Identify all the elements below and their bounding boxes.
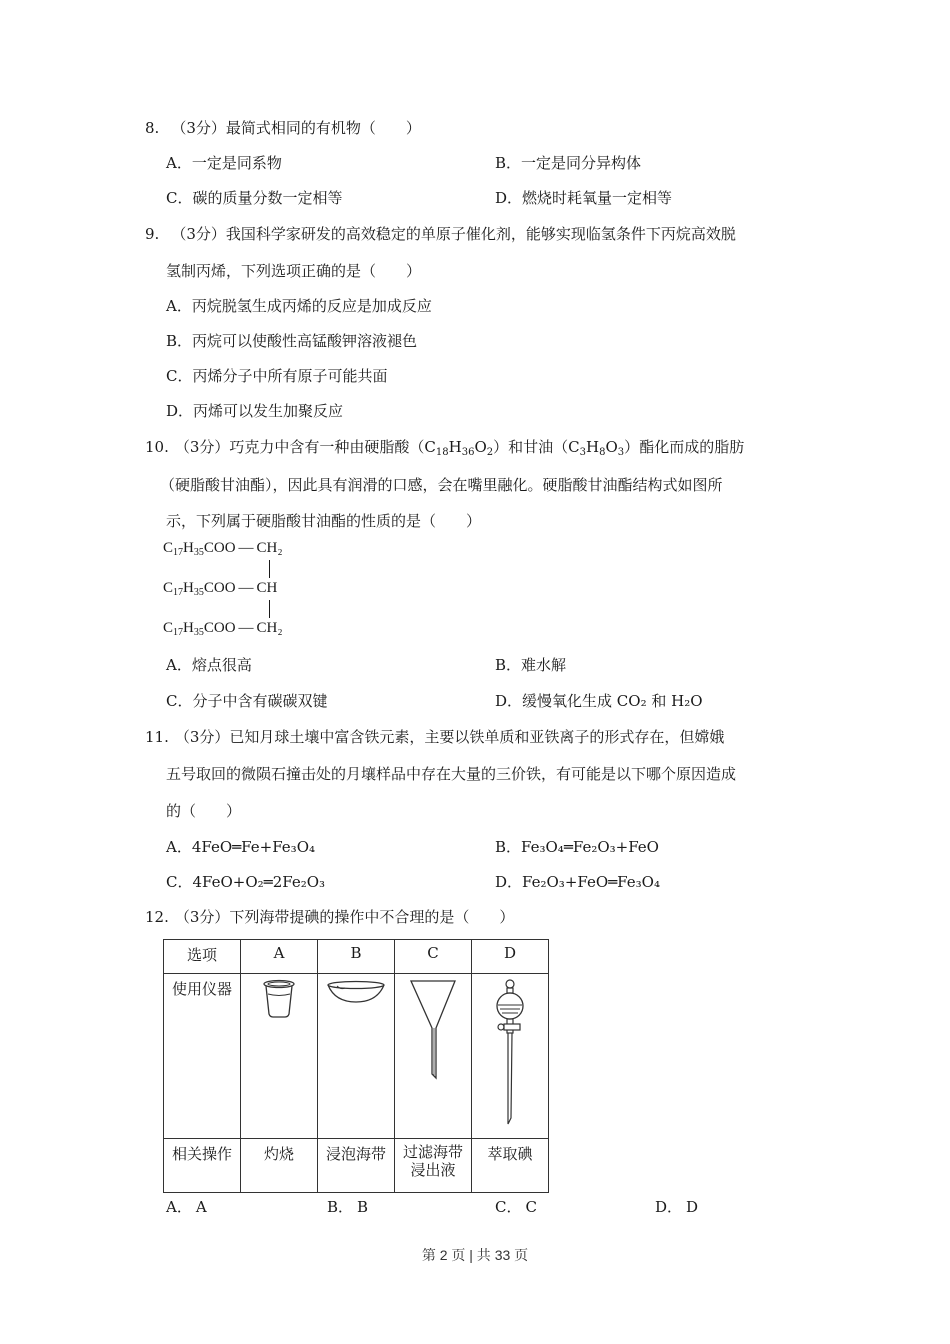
question-number: 11. <box>145 728 169 746</box>
header-cell: B <box>318 940 395 974</box>
header-cell: C <box>395 940 472 974</box>
crucible-cell <box>241 974 318 1139</box>
option-text: 4FeO+O₂═2Fe₂O₃ <box>192 873 326 891</box>
option-text: 丙烯分子中所有原子可能共面 <box>192 367 388 385</box>
operation-cell <box>395 1139 472 1193</box>
option-label: D． <box>495 692 523 710</box>
q8-option-a[interactable] <box>166 153 282 173</box>
option-text: D <box>686 1198 699 1216</box>
q10-option-b[interactable] <box>495 655 566 675</box>
q10-option-c[interactable] <box>166 691 328 711</box>
option-text: 缓慢氧化生成 CO₂ 和 H₂O <box>522 692 703 710</box>
table-header-row <box>164 940 549 974</box>
row-label: 相关操作 <box>164 1139 241 1193</box>
operation-cell: 灼烧 <box>241 1139 318 1193</box>
question-text-b: 和甘油（C <box>508 438 580 456</box>
option-label: A． <box>166 656 192 674</box>
option-text: 熔点很高 <box>191 656 252 674</box>
separatory-funnel-icon <box>492 978 528 1130</box>
option-text: 难水解 <box>521 656 567 674</box>
q9-option-d[interactable] <box>166 401 343 421</box>
option-label: B． <box>495 154 522 172</box>
option-label: C． <box>495 1198 522 1216</box>
option-text: 丙烷脱氢生成丙烯的反应是加成反应 <box>191 297 432 315</box>
operation-cell: 萃取碘 <box>472 1139 549 1193</box>
option-text: 一定是同系物 <box>191 154 282 172</box>
option-label: C． <box>166 873 193 891</box>
question-11-stem <box>145 727 724 747</box>
question-text-a: （3分）巧克力中含有一种由硬脂酸（C <box>174 438 436 456</box>
option-label: C． <box>166 189 193 207</box>
q8-option-c[interactable] <box>166 188 343 208</box>
q12-option-d[interactable] <box>655 1197 698 1217</box>
question-8-stem <box>145 118 421 138</box>
option-text: A <box>195 1198 207 1216</box>
bond-line <box>269 600 270 618</box>
evaporating-dish-cell <box>318 974 395 1139</box>
option-text: Fe₃O₄═Fe₂O₃+FeO <box>521 838 659 856</box>
bond-line <box>269 560 270 578</box>
option-label: B． <box>495 838 522 856</box>
option-label: A． <box>166 1198 192 1216</box>
option-label: D． <box>495 873 523 891</box>
question-9-stem <box>145 224 736 244</box>
table-row-operations <box>164 1139 549 1193</box>
question-10-stem-line3: 示，下列属于硬脂酸甘油酯的性质的是（ ） <box>166 512 482 530</box>
row-label: 使用仪器 <box>164 974 241 1139</box>
option-label: B． <box>495 656 522 674</box>
q10-option-d[interactable] <box>495 691 703 711</box>
formula-row-2: $C_{17}H_{35}COO$ — CH <box>163 580 278 598</box>
q11-option-c[interactable] <box>166 872 325 892</box>
option-text: C <box>525 1198 537 1216</box>
crucible-icon <box>259 978 299 1020</box>
q10-option-a[interactable] <box>166 655 252 675</box>
evaporating-dish-icon <box>325 978 387 1008</box>
option-text: 碳的质量分数一定相等 <box>192 189 343 207</box>
question-text: （3分）已知月球土壤中富含铁元素，主要以铁单质和亚铁离子的形式存在，但嫦娥 <box>174 728 725 746</box>
question-10-stem: 10. （3分）巧克力中含有一种由硬脂酸$(C_{18}H_{36}O_2)$和甘油$(C_3H_8O_3)$酯化而成的脂肪 <box>145 438 745 458</box>
header-cell: D <box>472 940 549 974</box>
q9-option-c[interactable] <box>166 366 388 386</box>
question-10-stem-line2: （硬脂酸甘油酯），因此具有润滑的口感，会在嘴里融化。硬脂酸甘油酯结构式如图所 <box>160 476 723 494</box>
funnel-cell <box>395 974 472 1139</box>
question-text: （3分）最简式相同的有机物（ ） <box>171 119 421 137</box>
option-label: C． <box>166 367 193 385</box>
option-text: B <box>357 1198 369 1216</box>
question-number: 9. <box>145 225 160 243</box>
option-label: B． <box>166 332 193 350</box>
question-number: 10. <box>145 438 169 456</box>
q12-option-c[interactable] <box>495 1197 537 1217</box>
option-label: C． <box>166 692 193 710</box>
operation-cell: 浸泡海带 <box>318 1139 395 1193</box>
separatory-funnel-cell <box>472 974 549 1139</box>
question-number: 12. <box>145 908 169 926</box>
option-label: A． <box>166 154 192 172</box>
q8-option-d[interactable] <box>495 188 672 208</box>
operation-line: 过滤海带 <box>402 1143 463 1161</box>
question-text: （3分）下列海带提碘的操作中不合理的是（ ） <box>174 908 515 926</box>
q11-option-b[interactable] <box>495 837 659 857</box>
option-text: 丙烯可以发生加聚反应 <box>193 402 344 420</box>
q12-option-b[interactable] <box>327 1197 368 1217</box>
option-text: 4FeO═Fe+Fe₃O₄ <box>191 838 316 856</box>
option-text: 燃烧时耗氧量一定相等 <box>522 189 673 207</box>
option-text: 分子中含有碳碳双键 <box>192 692 328 710</box>
option-label: A． <box>166 297 192 315</box>
formula-row-3: $C_{17}H_{35}COO$ — CH₂ <box>163 620 283 638</box>
question-12-stem <box>145 907 514 927</box>
formula-row-1: $C_{17}H_{35}COO$ — CH₂ <box>163 540 283 558</box>
question-9-stem-continued: 氢制丙烯，下列选项正确的是（ ） <box>166 262 422 280</box>
header-cell: A <box>241 940 318 974</box>
operations-table <box>163 939 549 1193</box>
option-text: 丙烷可以使酸性高锰酸钾溶液褪色 <box>192 332 418 350</box>
q9-option-b[interactable] <box>166 331 417 351</box>
funnel-icon <box>408 978 458 1082</box>
q11-option-d[interactable] <box>495 872 660 892</box>
q12-option-a[interactable] <box>166 1197 207 1217</box>
question-11-stem-line3: 的（ ） <box>166 802 242 820</box>
q9-option-a[interactable] <box>166 296 432 316</box>
question-text: （3分）我国科学家研发的高效稳定的单原子催化剂，能够实现临氢条件下丙烷高效脱 <box>171 225 736 243</box>
question-11-stem-line2: 五号取回的微陨石撞击处的月壤样品中存在大量的三价铁，有可能是以下哪个原因造成 <box>166 765 737 783</box>
option-label: D． <box>495 189 523 207</box>
option-label: D． <box>166 402 194 420</box>
header-cell: 选项 <box>164 940 241 974</box>
operation-line: 浸出液 <box>410 1161 456 1179</box>
option-label: D． <box>655 1198 683 1216</box>
option-text: 一定是同分异构体 <box>521 154 642 172</box>
q8-option-b[interactable] <box>495 153 641 173</box>
option-label: A． <box>166 838 192 856</box>
page-footer: 第 2 页 | 共 33 页 <box>421 1247 529 1263</box>
option-text: Fe₂O₃+FeO═Fe₃O₄ <box>522 873 660 891</box>
question-number: 8. <box>145 119 160 137</box>
table-row-instruments <box>164 974 549 1139</box>
q11-option-a[interactable] <box>166 837 315 857</box>
question-text-c: 酯化而成的脂肪 <box>639 438 745 456</box>
option-label: B． <box>327 1198 354 1216</box>
